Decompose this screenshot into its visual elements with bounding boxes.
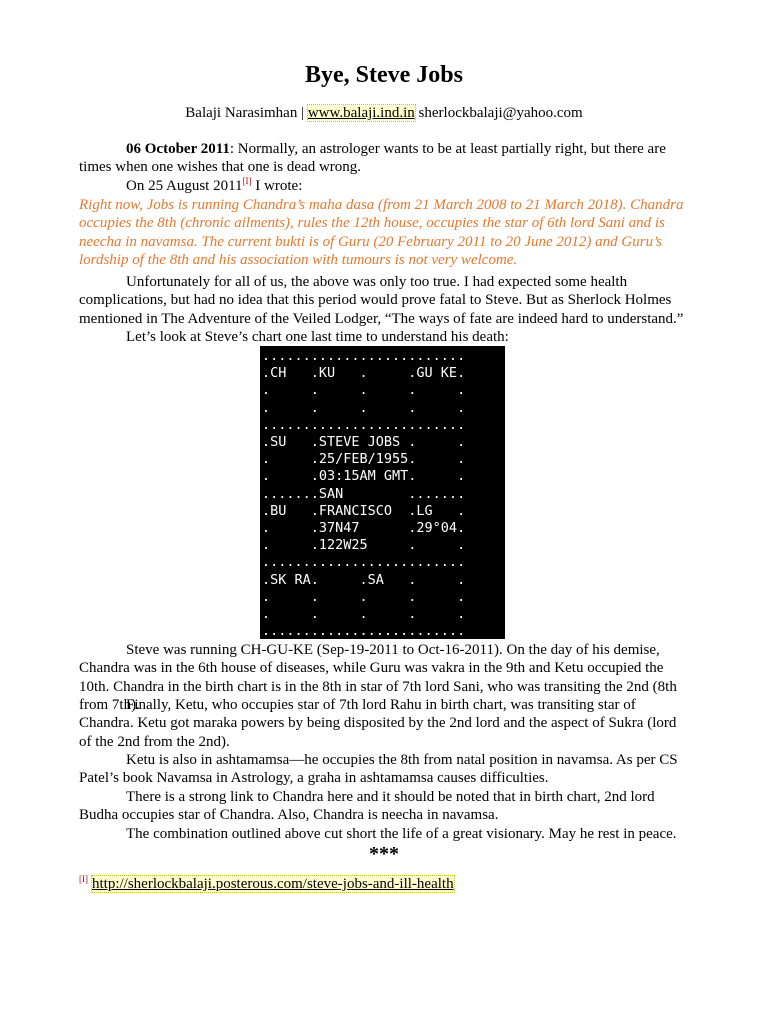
article-date: 06 October 2011 (126, 141, 230, 157)
intro-text: : Normally, an astrologer wants to be at least partially right, but there are times when one wishes that one is dead wrong. (79, 141, 666, 176)
footnote (79, 870, 454, 893)
chart-line: ......................... (262, 348, 466, 364)
wrote-suffix: I wrote: (251, 178, 303, 194)
paragraph-ketu: Finally, Ketu, who occupies star of 7th lord Rahu in birth chart, was transiting star of Chandra. Ketu got maraka powers by being disposited by the 2nd lord and the aspect of Sukra (lord of the 2nd from the 2nd). (79, 697, 677, 750)
paragraph-conclusion: The combination outlined above cut short the life of a great visionary. May he rest in peace. (126, 826, 677, 842)
paragraph-ashtamamsa: Ketu is also in ashtamamsa—he occupies the 8th from natal position in navamsa. As per CS Patel’s book Navamsa in Astrology, a graha in ashtamamsa causes difficulties. (79, 752, 678, 787)
footnote-marker: [I] (79, 874, 88, 884)
chart-line: .SK RA. .SA . . (262, 571, 466, 588)
paragraph-chart-intro: Let’s look at Steve’s chart one last time to understand his death: (126, 329, 509, 345)
chart-line: . .37N47 .29°04. (262, 520, 466, 537)
wrote-text: On 25 August 2011 (126, 178, 243, 194)
paragraph-intro (79, 140, 689, 177)
website-highlight (308, 105, 415, 121)
footnote-link-highlight (92, 876, 454, 892)
quoted-prediction: Right now, Jobs is running Chandra’s maha dasa (from 21 March 2008 to 21 March 2018). Chandra occupies the 8th (chronic ailments), rules the 12th house, occupies the star of 6th lord Sani and is neecha in navamsa. The current bukti is of Guru (20 February 2011 to 20 June 2012) and Guru’s lordship of the 8th and his association with tumours is not very welcome. (79, 197, 684, 268)
chart-line: ......................... (262, 554, 466, 571)
author-email: sherlockbalaji@yahoo.com (414, 105, 583, 121)
footnote-ref[interactable]: [I] (242, 176, 252, 186)
chart-line: . . . . . (262, 382, 466, 399)
birth-chart (260, 346, 505, 639)
chart-line: . . . . . (262, 588, 466, 605)
chart-line: . . . . . (262, 399, 466, 416)
chart-line: .CH .KU . .GU KE. (262, 365, 466, 382)
byline (0, 103, 768, 123)
chart-line: . .25/FEB/1955. . (262, 451, 466, 468)
paragraph-chandra-link: There is a strong link to Chandra here and it should be noted that in birth chart, 2nd lord Budha occupies star of Chandra. Also, Chandra is neecha in navamsa. (79, 789, 655, 824)
footnote-link[interactable]: http://sherlockbalaji.posterous.com/steve-jobs-and-ill-health (92, 876, 454, 892)
author-name: Balaji Narasimhan | (185, 105, 308, 121)
chart-line: .......SAN ....... (262, 485, 466, 502)
paragraph-dasa: Steve was running CH-GU-KE (Sep-19-2011 to Oct-16-2011). On the day of his demise, Chandra was in the 6th house of diseases, while Guru was vakra in the 9th and Ketu occupied the 10th. Chandra in the birth chart is in the 8th in star of 7th lord Sani, who was transiting the 2nd (8th from 7th). (79, 642, 677, 713)
chart-line: .BU .FRANCISCO .LG . (262, 502, 466, 519)
chart-line: ......................... (262, 623, 466, 640)
chart-line: . .03:15AM GMT. . (262, 468, 466, 485)
chart-line: ......................... (262, 416, 466, 433)
chart-line: . . . . . (262, 606, 466, 623)
chart-line: . .122W25 . . (262, 537, 466, 554)
paragraph-wrote (79, 177, 689, 195)
website-link[interactable]: www.balaji.ind.in (307, 105, 415, 121)
section-separator: *** (369, 843, 399, 865)
page-title: Bye, Steve Jobs (305, 62, 463, 88)
paragraph-unfortunately: Unfortunately for all of us, the above was only too true. I had expected some health complications, but had no idea that this period would prove fatal to Steve. But as Sherlock Holmes mentioned in The Adventure of the Veiled Lodger, “The ways of fate are indeed hard to understand.” (79, 274, 684, 327)
chart-line: .SU .STEVE JOBS . . (262, 434, 466, 451)
